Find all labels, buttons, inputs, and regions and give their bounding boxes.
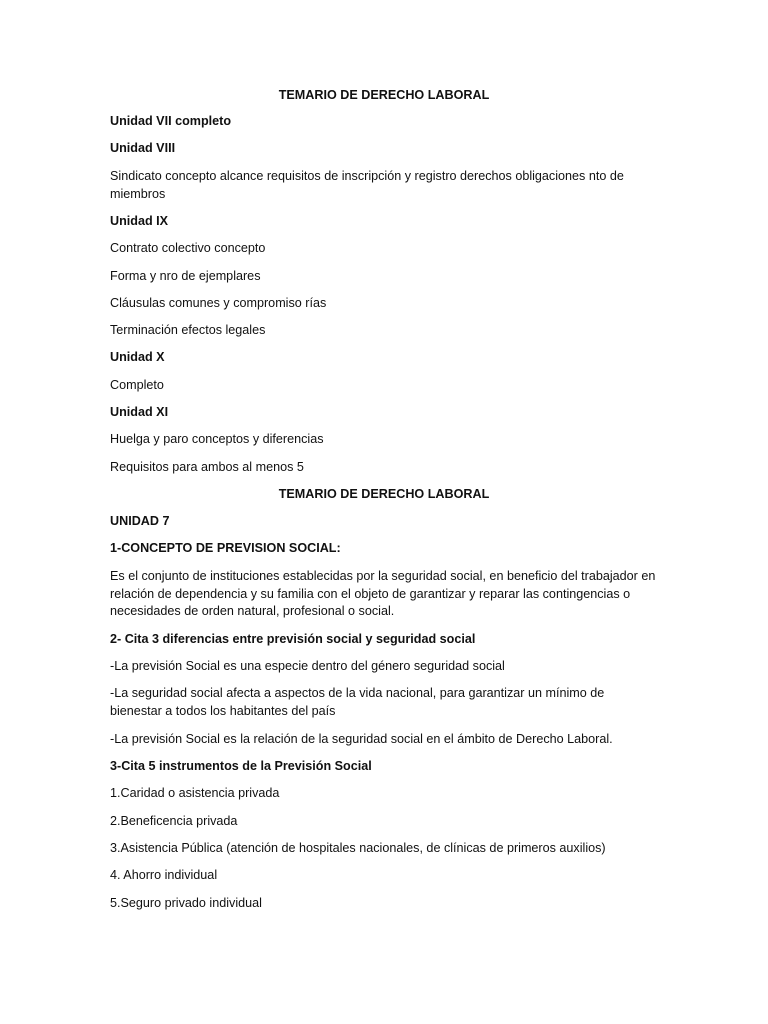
answer-2-item-2: -La seguridad social afecta a aspectos de la vida nacional, para garantizar un mínimo de bienestar a todos los habitantes del país [110, 686, 605, 718]
unit-viii-paragraph: Sindicato concepto alcance requisitos de inscripción y registro derechos obligaciones nto de miembros [110, 169, 624, 201]
answer-3-item-1: 1.Caridad o asistencia privada [110, 786, 280, 800]
unit-7-heading: UNIDAD 7 [110, 514, 170, 528]
unit-vii-heading: Unidad VII completo [110, 114, 232, 128]
question-3: 3-Cita 5 instrumentos de la Previsión Social [110, 759, 372, 773]
question-1: 1-CONCEPTO DE PREVISION SOCIAL: [110, 541, 341, 555]
answer-3-item-4: 4. Ahorro individual [110, 868, 218, 882]
document-title: TEMARIO DE DERECHO LABORAL [278, 88, 490, 102]
unit-ix-item-1: Contrato colectivo concepto [110, 241, 266, 255]
document-title-2: TEMARIO DE DERECHO LABORAL [278, 487, 490, 501]
answer-2-item-3: -La previsión Social es la relación de la seguridad social en el ámbito de Derecho Laboral. [110, 732, 613, 746]
unit-xi-heading: Unidad XI [110, 405, 169, 419]
unit-ix-heading: Unidad IX [110, 214, 169, 228]
unit-ix-item-4: Terminación efectos legales [110, 323, 266, 337]
answer-1: Es el conjunto de instituciones establecidas por la seguridad social, en beneficio del trabajador en relación de dependencia y su familia con el objeto de garantizar y reparar las contingencias o necesidades de orden natural, profesional o social. [110, 569, 656, 618]
answer-3-item-3: 3.Asistencia Pública (atención de hospitales nacionales, de clínicas de primeros auxilios) [110, 841, 606, 855]
unit-ix-item-2: Forma y nro de ejemplares [110, 269, 261, 283]
unit-x-heading: Unidad X [110, 350, 165, 364]
question-2: 2- Cita 3 diferencias entre previsión social y seguridad social [110, 632, 476, 646]
unit-viii-heading: Unidad VIII [110, 141, 176, 155]
unit-x-item: Completo [110, 378, 164, 392]
unit-xi-item-1: Huelga y paro conceptos y diferencias [110, 432, 324, 446]
answer-3-item-2: 2.Beneficencia privada [110, 814, 238, 828]
unit-ix-item-3: Cláusulas comunes y compromiso rías [110, 296, 327, 310]
answer-3-item-5: 5.Seguro privado individual [110, 896, 262, 910]
unit-xi-item-2: Requisitos para ambos al menos 5 [110, 460, 304, 474]
answer-2-item-1: -La previsión Social es una especie dentro del género seguridad social [110, 659, 505, 673]
